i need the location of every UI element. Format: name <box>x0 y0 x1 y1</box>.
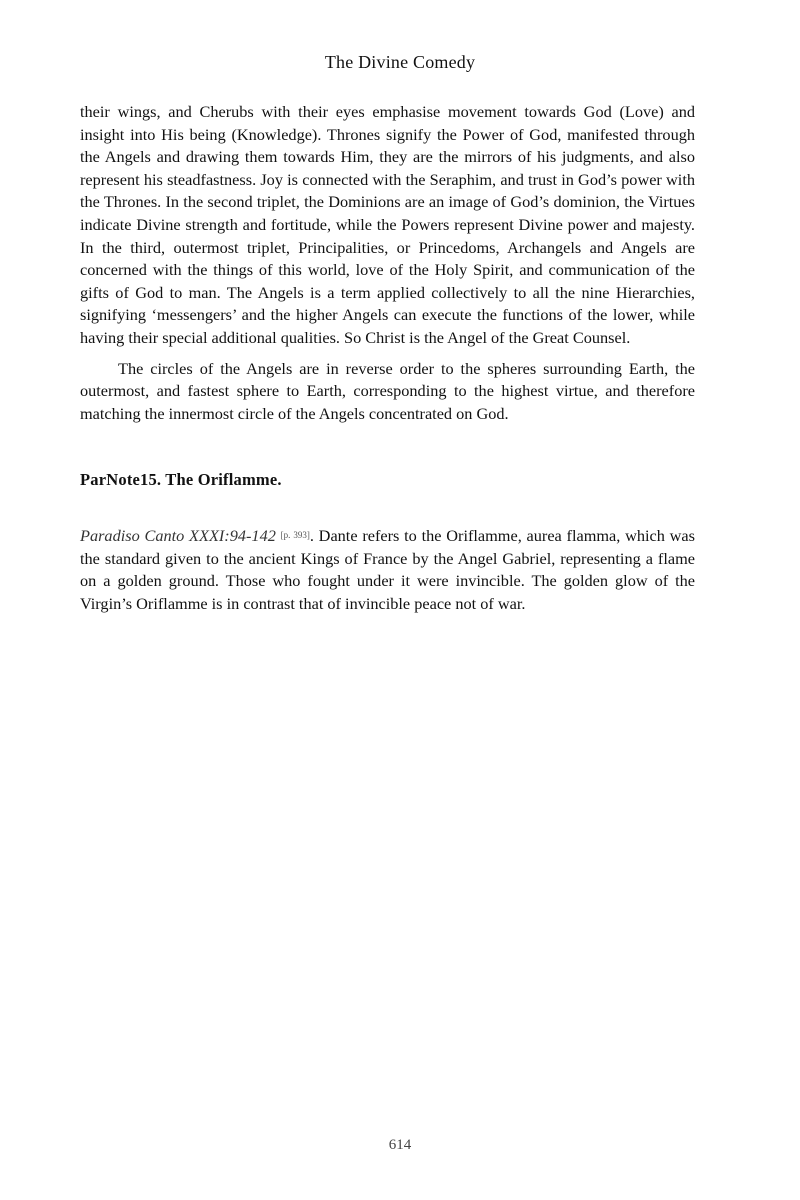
note-paragraph <box>80 524 695 615</box>
page-reference[interactable]: [p. 393] <box>280 529 310 540</box>
body-paragraph-1: their wings, and Cherubs with their eyes emphasise movement towards God (Love) and insight into His being (Knowledge). Thrones signify the Power of God, manifested through the Angels and drawing them towards Him, they are the mirrors of his judgments, and also represent his steadfastness. Joy is connected with the Seraphim, and trust in God’s power with the Thrones. In the second triplet, the Dominions are an image of God’s dominion, the Virtues indicate Divine strength and fortitude, while the Powers represent Divine power and majesty. In the third, outermost triplet, Principalities, or Princedoms, Archangels and Angels are concerned with the things of this world, love of the Holy Spirit, and communication of the gifts of God to man. The Angels is a term applied collectively to all the nine Hierarchies, signifying ‘messengers’ and the higher Angels can execute the functions of the lower, while having their special additional qualities. So Christ is the Angel of the Great Counsel. <box>80 102 695 347</box>
body-paragraph-2: The circles of the Angels are in reverse order to the spheres surrounding Earth, the outermost, and fastest sphere to Earth, corresponding to the highest virtue, and therefore matching the innermost circle of the Angels concentrated on God. <box>80 358 695 423</box>
note-text: . Dante refers to the Oriflamme, aurea flamma, which was the standard given to the ancient Kings of France by the Angel Gabriel, representing a flame on a golden ground. Those who fought under it were invincible. The golden glow of the Virgin’s Oriflamme is in contrast that of invincible peace not of war. <box>80 525 695 613</box>
running-head: The Divine Comedy <box>324 52 476 72</box>
page-body <box>80 101 695 615</box>
note-reference-link[interactable]: Paradiso Canto XXXI:94-142 <box>80 525 276 545</box>
note-heading: ParNote15. The Oriflamme. <box>80 470 282 490</box>
page-number: 614 <box>388 1137 412 1153</box>
